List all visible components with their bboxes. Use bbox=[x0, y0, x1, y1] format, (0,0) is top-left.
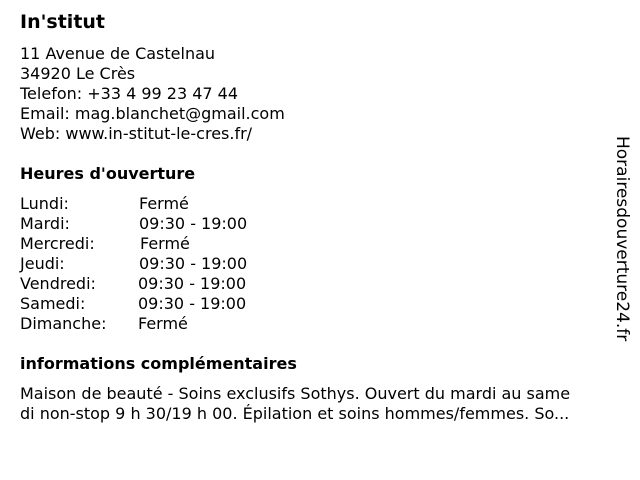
web-line[interactable]: Web: www.in-stitut-le-cres.fr/ bbox=[20, 124, 253, 143]
info-heading: informations complémentaires bbox=[20, 354, 297, 373]
email-line[interactable]: Email: mag.blanchet@gmail.com bbox=[20, 104, 285, 123]
day-hours: Fermé bbox=[140, 234, 190, 253]
info-line-1: Maison de beauté - Soins exclusifs Sothys. Ouvert du mardi au same bbox=[20, 384, 571, 403]
day-hours: 09:30 - 19:00 bbox=[139, 254, 248, 273]
business-name: In'stitut bbox=[20, 11, 106, 33]
site-brand-vertical[interactable]: Horairesdouverture24.fr bbox=[612, 136, 632, 342]
address-street: 11 Avenue de Castelnau bbox=[20, 44, 216, 63]
contact-block bbox=[20, 44, 285, 144]
day-label: Vendredi: bbox=[20, 274, 96, 293]
day-hours: Fermé bbox=[139, 194, 189, 213]
day-hours: 09:30 - 19:00 bbox=[138, 274, 247, 293]
day-label: Samedi: bbox=[20, 294, 86, 313]
phone-line[interactable]: Telefon: +33 4 99 23 47 44 bbox=[20, 84, 239, 103]
day-label: Mardi: bbox=[20, 214, 70, 233]
info-line-2: di non-stop 9 h 30/19 h 00. Épilation et soins hommes/femmes. So... bbox=[20, 404, 570, 423]
day-label: Mercredi: bbox=[20, 234, 95, 253]
day-hours: Fermé bbox=[138, 314, 188, 333]
hours-heading: Heures d'ouverture bbox=[20, 164, 196, 183]
day-label: Lundi: bbox=[20, 194, 69, 213]
day-hours: 09:30 - 19:00 bbox=[138, 294, 247, 313]
day-label: Jeudi: bbox=[20, 254, 65, 273]
day-hours: 09:30 - 19:00 bbox=[139, 214, 248, 233]
address-city: 34920 Le Crès bbox=[20, 64, 136, 83]
day-label: Dimanche: bbox=[20, 314, 107, 333]
info-text bbox=[20, 384, 630, 424]
